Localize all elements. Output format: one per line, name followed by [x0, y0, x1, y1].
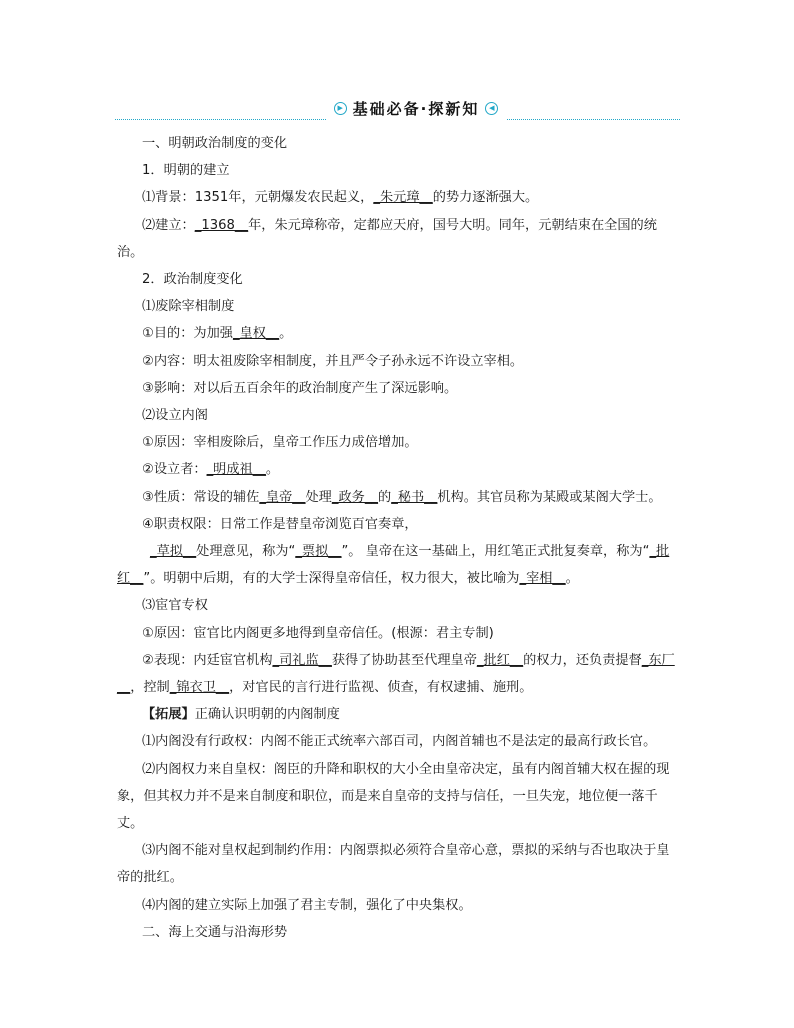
- paragraph: [117, 701, 682, 728]
- answer-blank: _宰相__: [519, 571, 566, 587]
- answer-blank: _草拟__: [150, 544, 197, 560]
- banner-title: 基础必备·探新知: [352, 99, 480, 118]
- text-segment: ”。 皇帝在这一基础上，用红笔正式批复奏章，称为“: [341, 544, 650, 560]
- text-segment: 处理意见，称为“: [196, 544, 296, 560]
- section-banner: [115, 96, 680, 122]
- text-segment: ①目的：为加强: [142, 326, 233, 342]
- text-segment: ⑶宦官专权: [142, 598, 208, 614]
- text-segment: 一、明朝政治制度的变化: [142, 136, 288, 151]
- paragraph: [117, 456, 682, 483]
- text-segment: 。: [279, 326, 293, 342]
- text-segment: ⑶内阁不能对皇权起到制约作用：内阁票拟必须符合皇帝心意，票拟的采纳与否也取决于皇帝的批红。: [117, 843, 670, 886]
- paragraph: [117, 375, 682, 402]
- paragraph: [117, 756, 682, 838]
- paragraph: [117, 728, 682, 755]
- answer-blank: _皇帝__: [259, 489, 306, 505]
- text-segment: 1．明朝的建立: [142, 163, 230, 179]
- text-segment: 正确认识明朝的内阁制度: [194, 707, 340, 723]
- banner-title-wrap: [326, 96, 506, 120]
- paragraph: [117, 130, 682, 157]
- text-segment: 年，朱元璋称帝，定都应天府，国号大明。同年，元朝结束在全国的统治。: [117, 217, 657, 260]
- text-segment: ④职责权限：日常工作是替皇帝浏览百官奏章，: [142, 516, 418, 532]
- text-segment: ②内容：明太祖废除宰相制度，并且严令子孙永远不许设立宰相。: [142, 353, 524, 369]
- text-segment: ⑴背景：1351年，元朝爆发农民起义，: [142, 190, 374, 206]
- text-segment: ⑵内阁权力来自皇权：阁臣的升降和职权的大小全由皇帝决定，虽有内阁首辅大权在握的现象，但其权力并不是来自制度和职位，而是来自皇帝的支持与信任，一旦失宠，地位便一落千丈。: [117, 761, 670, 832]
- document-body: [117, 130, 682, 946]
- text-segment: ⑷内阁的建立实际上加强了君主专制，强化了中央集权。: [142, 897, 472, 913]
- answer-blank: _批红__: [476, 652, 524, 668]
- paragraph: [117, 212, 682, 266]
- text-segment: 机构。其官员称为某殿或某阁大学士。: [437, 489, 662, 505]
- text-segment: 2．政治制度变化: [142, 272, 243, 288]
- bold-label: 【拓展】: [142, 707, 195, 723]
- text-segment: ①原因：宰相废除后，皇帝工作压力成倍增加。: [142, 435, 418, 451]
- answer-blank: _批红__: [117, 544, 670, 587]
- paragraph: [117, 184, 682, 211]
- left-arrow-icon: ◀: [485, 102, 498, 115]
- text-segment: ”。明朝中后期，有的大学士深得皇帝信任，权力很大，被比喻为: [143, 571, 520, 587]
- answer-blank: _皇权__: [232, 326, 280, 342]
- text-segment: ⑴内阁没有行政权：内阁不能正式统率六部百司，内阁首辅也不是法定的最高行政长官。: [142, 734, 657, 750]
- paragraph: [117, 429, 682, 456]
- answer-blank: _司礼监__: [272, 652, 332, 668]
- right-arrow-icon: ▶: [334, 102, 347, 115]
- text-segment: 的: [378, 489, 392, 505]
- text-segment: 的势力逐渐强大。: [432, 190, 539, 206]
- paragraph: [117, 266, 682, 293]
- text-segment: 获得了协助甚至代理皇帝: [331, 652, 477, 668]
- text-segment: ①原因：宦官比内阁更多地得到皇帝信任。(根源：君主专制): [142, 625, 494, 641]
- paragraph: [117, 484, 682, 511]
- text-segment: 二、海上交通与沿海形势: [142, 924, 288, 940]
- answer-blank: _1368__: [194, 217, 249, 233]
- answer-blank: _朱元璋__: [373, 190, 433, 206]
- paragraph: [117, 293, 682, 320]
- answer-blank: _票拟__: [295, 544, 342, 560]
- text-segment: ③性质：常设的辅佐: [142, 489, 260, 505]
- text-segment: 。: [565, 571, 579, 587]
- paragraph: [117, 592, 682, 619]
- text-segment: 的权力，还负责提督: [523, 652, 642, 668]
- paragraph: [117, 647, 682, 701]
- text-segment: ⑵设立内阁: [142, 408, 208, 424]
- text-segment: ②设立者：: [142, 462, 207, 478]
- answer-blank: _秘书__: [391, 489, 438, 505]
- paragraph: [117, 919, 682, 946]
- paragraph: [117, 157, 682, 184]
- text-segment: ⑵建立：: [142, 217, 195, 233]
- paragraph: [117, 511, 682, 538]
- answer-blank: _政务__: [331, 489, 379, 505]
- paragraph: [117, 348, 682, 375]
- paragraph: [117, 620, 682, 647]
- paragraph: [117, 892, 682, 919]
- paragraph: [117, 320, 682, 347]
- answer-blank: _明成祖__: [206, 462, 266, 478]
- text-segment: 处理: [305, 489, 332, 505]
- text-segment: ②表现：内廷宦官机构: [142, 652, 273, 668]
- text-segment: ③影响：对以后五百余年的政治制度产生了深远影响。: [142, 380, 458, 396]
- answer-blank: _东厂__: [117, 652, 675, 696]
- text-segment: ，控制: [130, 680, 170, 696]
- paragraph: [117, 538, 682, 592]
- answer-blank: _锦衣卫__: [169, 680, 230, 696]
- text-segment: ，对官民的言行进行监视、侦查，有权逮捕、施刑。: [229, 680, 533, 696]
- paragraph: [117, 837, 682, 891]
- text-segment: ⑴废除宰相制度: [142, 299, 235, 315]
- text-segment: 。: [265, 462, 280, 478]
- paragraph: [117, 402, 682, 429]
